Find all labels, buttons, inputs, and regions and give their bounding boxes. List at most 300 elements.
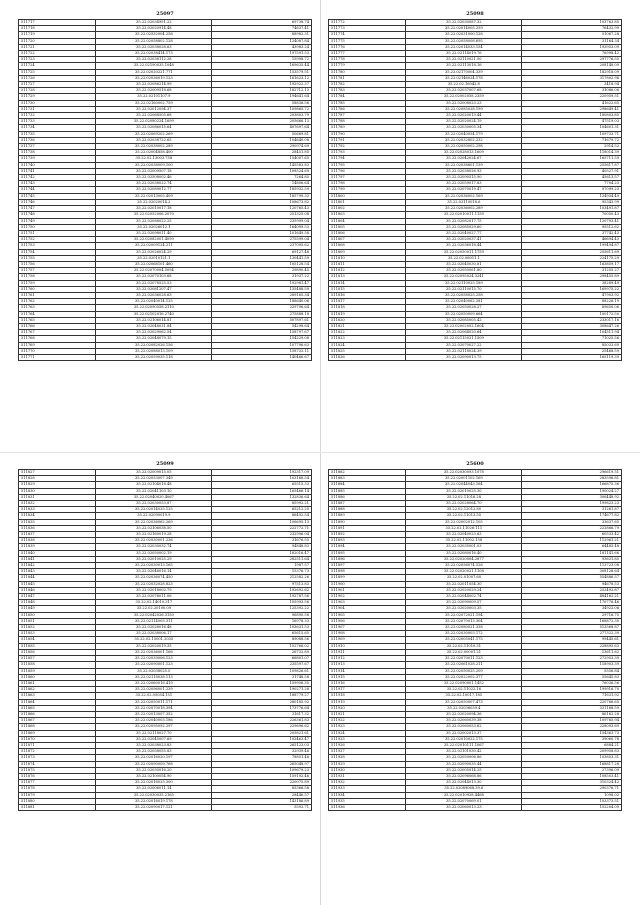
row-code: 35.22.02016025.300 [96,780,212,786]
row-id: 511720 [19,38,96,44]
row-code: 35.22.02101030.42 [406,749,522,755]
row-amount: 310324.42 [522,780,622,786]
row-amount: 51067.28 [522,32,622,38]
row-id: 511755 [19,255,96,261]
row-id: 511865 [19,705,96,711]
row-amount: 283596.81 [522,476,622,482]
row-code: 35.22.02028016.48 [96,625,212,631]
row-id: 511816 [329,292,406,298]
row-amount: 106695.13 [212,519,312,525]
row-code: 35.22.02.01007.60 [406,575,522,581]
row-id: 511910 [329,643,406,649]
row-code: 35.22.02050002.298 [406,144,522,150]
row-amount: 275888.18 [212,311,312,317]
row-code: 35.22.02018002.79 [96,587,212,593]
row-code: 35.22.02050002.19 [96,550,212,556]
row-amount: 86162.28 [522,711,622,717]
row-id: 511812 [329,268,406,274]
row-code: 35.22.02020014.2 [96,199,212,205]
row-id: 511788 [329,119,406,125]
row-amount: 96890.58 [212,612,312,618]
row-amount: 46694.43 [522,237,622,243]
row-code: 35.22.02.11013.55 [406,513,522,519]
row-id: 511744 [19,187,96,193]
row-id: 511929 [329,761,406,767]
row-amount: 34922.06 [522,606,622,612]
row-code: 35.22.02013007.352 [96,711,212,717]
row-id: 511740 [19,162,96,168]
row-amount: 152204.09 [522,804,622,810]
row-amount: 280185.92 [212,699,312,705]
row-amount: 203803.79 [212,113,312,119]
row-id: 511780 [329,69,406,75]
row-amount: 224175.29 [522,255,622,261]
row-id: 511911 [329,649,406,655]
row-code: 35.22.02114005.311 [96,618,212,624]
row-amount: 70050.43 [522,212,622,218]
row-amount: 132836.64 [212,494,312,500]
row-amount: 124087.84 [212,38,312,44]
quadrant-title: 25099 [156,461,174,467]
row-id: 511860 [19,674,96,680]
row-id: 511817 [329,299,406,305]
row-id: 511741 [19,168,96,174]
row-amount: 197591.53 [212,51,312,57]
row-amount: 154007.65 [212,156,312,162]
row-id: 511794 [329,156,406,162]
row-code: 35.22.02061028.211 [406,662,522,668]
row-id: 511849 [19,606,96,612]
row-id: 511890 [329,519,406,525]
row-id: 511888 [329,507,406,513]
row-code: 35.22.02070018.394 [96,705,212,711]
row-id: 511884 [329,482,406,488]
row-amount: 5592.71 [212,804,312,810]
row-amount: 154363.73 [522,730,622,736]
row-amount: 233017.16 [522,317,622,323]
row-amount: 507897.61 [212,317,312,323]
row-id: 511861 [19,680,96,686]
row-code: 35.22.02.20100.09 [96,606,212,612]
row-id: 511883 [329,476,406,482]
row-amount: 165466.14 [212,488,312,494]
section-divider [0,452,640,453]
row-amount: 182016.47 [212,550,312,556]
row-amount: 173776.64 [212,705,312,711]
row-code: 35.22.02114019.76 [406,51,522,57]
row-amount: 192922.37 [212,82,312,88]
row-amount: 26732.89 [212,649,312,655]
row-code: 35.22.02038112.28 [96,57,212,63]
row-code: 35.22.02030001.236 [96,538,212,544]
row-amount: 235999.04 [212,218,312,224]
row-id: 511871 [19,742,96,748]
row-amount: 38289.49 [522,280,622,286]
row-id: 511733 [19,119,96,125]
row-id: 511769 [19,342,96,348]
row-code: 35.22.02010025.30 [406,488,522,494]
row-amount: 109826.61 [212,668,312,674]
row-amount: 296619.51 [522,470,622,476]
row-code: 35.22.02008023.23 [406,100,522,106]
row-amount: 255617.87 [522,162,622,168]
row-amount: 99445.61 [522,637,622,643]
row-amount: 33637.65 [522,519,622,525]
row-code: 35.22.02089012.77 [96,187,212,193]
row-amount: 228895.63 [522,643,622,649]
row-code: 35.22.02050025.209 [406,668,522,674]
row-amount: 45613.57 [522,175,622,181]
row-amount: 163859.17 [522,261,622,267]
row-code: 35.22.02090515.90 [406,175,522,181]
row-code: 35.22.02010022.175 [406,736,522,742]
row-id: 511922 [329,718,406,724]
row-amount: 513568.87 [522,625,622,631]
row-amount: 85992.21 [212,501,312,507]
row-code: 35.22.02044043.164 [406,482,522,488]
row-amount: 130441.59 [212,255,312,261]
row-amount: 180803.85 [522,113,622,119]
row-amount: 2914.52 [522,144,622,150]
row-id: 511839 [19,544,96,550]
row-amount: 103491.87 [522,206,622,212]
row-id: 511718 [19,26,96,32]
row-amount: 124934.49 [522,193,622,199]
row-amount: 66801.07 [212,656,312,662]
row-amount: 95512.62 [522,224,622,230]
data-table [328,469,622,811]
row-id: 511814 [329,280,406,286]
row-id: 511898 [329,569,406,575]
row-id: 511732 [19,113,96,119]
row-code: 35.22.02040027.77 [406,230,522,236]
row-id: 511845 [19,581,96,587]
row-amount: 161623.12 [212,75,312,81]
row-amount: 165119.39 [522,354,622,360]
row-amount: 105128.54 [212,261,312,267]
row-id: 511847 [19,594,96,600]
row-code: 35.22.02030013.165 [96,563,212,569]
row-code: 35.22.02010017.18 [96,206,212,212]
row-amount: 86492.54 [212,513,312,519]
row-amount: 103631.53 [212,625,312,631]
row-id: 511727 [19,82,96,88]
row-id: 511850 [19,612,96,618]
row-id: 511899 [329,575,406,581]
row-amount: 143186.89 [212,798,312,804]
row-id: 511881 [19,804,96,810]
row-id: 511821 [329,323,406,329]
row-id: 511843 [19,569,96,575]
row-id: 511831 [19,494,96,500]
row-id: 511796 [329,168,406,174]
row-amount: 212582.26 [212,575,312,581]
row-id: 511783 [329,88,406,94]
row-amount: 255611.69 [522,249,622,255]
row-id: 511882 [329,470,406,476]
row-id: 511785 [329,100,406,106]
row-code: 35.22.02096001.239 [96,687,212,693]
row-amount: 74637.41 [212,26,312,32]
row-id: 511840 [19,550,96,556]
row-id: 511855 [19,643,96,649]
row-amount: 169635.44 [212,63,312,69]
row-amount: 188779.27 [212,693,312,699]
row-code: 35.22.02050009.664 [406,311,522,317]
row-code: 35.22.02.13003.758 [96,156,212,162]
row-code: 35.22.02030053.87 [96,501,212,507]
row-id: 511832 [19,501,96,507]
row-code: 35.22.02115021.1509 [406,336,522,342]
row-amount: 31937.22 [212,274,312,280]
row-code: 35.22.02082017.75 [406,218,522,224]
row-id: 511912 [329,656,406,662]
row-amount: 140466.67 [212,354,312,360]
row-id: 511759 [19,280,96,286]
row-code: 35.22.02036018.44 [406,243,522,249]
row-code: 35.22.02059017.83 [406,181,522,187]
row-code: 35.22.02050028.27 [406,305,522,311]
row-amount: 31164.34 [522,38,622,44]
row-code: 35.22.02070069.01 [406,798,522,804]
row-amount: 152766.02 [212,643,312,649]
row-id: 511777 [329,51,406,57]
row-amount: 103168.54 [212,476,312,482]
row-amount: 69738.74 [212,20,312,26]
row-amount: 85033.69 [522,342,622,348]
row-id: 511834 [19,513,96,519]
row-code: 35.22.02014025.125 [96,507,212,513]
row-amount: 94848.83 [212,544,312,550]
row-amount: 265048.97 [212,761,312,767]
row-code: 35.22.02020021.1108 [406,569,522,575]
row-id: 511774 [329,32,406,38]
row-id: 511857 [19,656,96,662]
row-id: 511927 [329,749,406,755]
row-amount: 27396.09 [522,767,622,773]
row-code: 35.22.02058055.83 [96,749,212,755]
row-code: 35.22.02002013.37 [406,730,522,736]
row-id: 511734 [19,125,96,131]
row-id: 511791 [329,137,406,143]
row-amount: 154229.08 [212,336,312,342]
row-amount: 185799.33 [212,193,312,199]
row-id: 511819 [329,311,406,317]
data-table [18,19,312,361]
row-amount: 29890.45 [212,268,312,274]
row-code: 35.22.02.11022.16 [406,687,522,693]
row-id: 511913 [329,662,406,668]
row-id: 511756 [19,261,96,267]
row-id: 511903 [329,600,406,606]
row-amount: 31617.32 [212,711,312,717]
row-code: 35.22.02110021.50 [406,57,522,63]
row-id: 511724 [19,63,96,69]
row-id: 511906 [329,618,406,624]
row-code: 35.22.02070103.68 [96,274,212,280]
row-amount: 103763.85 [522,20,622,26]
row-code: 35.22.02110025.189 [406,280,522,286]
row-code: 35.22.02038026.93 [406,168,522,174]
row-id: 511762 [19,299,96,305]
row-amount: 169975.22 [522,286,622,292]
row-id: 511894 [329,544,406,550]
row-id: 511754 [19,249,96,255]
row-code: 35.22.02081207.47 [96,286,212,292]
row-id: 511828 [19,476,96,482]
row-id: 511932 [329,780,406,786]
row-amount: 182918.09 [522,69,622,75]
row-code: 35.22.02009015.05 [96,470,212,476]
row-amount: 331168.59 [522,705,622,711]
row-amount: 164099.53 [212,224,312,230]
row-amount: 13611.62 [522,649,622,655]
row-amount: 65615.65 [212,631,312,637]
row-amount: 97513.83 [212,581,312,587]
row-id: 511790 [329,131,406,137]
row-code: 35.22.02020221.771 [96,69,212,75]
row-code: 35.22.02038025.0 [96,668,212,674]
row-id: 511936 [329,804,406,810]
row-amount: 188640.06 [212,299,312,305]
row-id: 511926 [329,742,406,748]
table-row [329,804,622,810]
row-id: 511923 [329,724,406,730]
row-id: 511852 [19,625,96,631]
row-amount: 105993.56 [212,600,312,606]
row-amount: 120793.41 [522,218,622,224]
row-amount: 69127.48 [212,249,312,255]
row-amount: 64485.48 [522,544,622,550]
row-code: 35.22.02080224.1699 [96,119,212,125]
row-amount: 298649.41 [522,106,622,112]
row-amount: 15376.73 [212,569,312,575]
row-code: 35.22.02036062.269 [96,519,212,525]
row-code: 35.22.02080016.40 [406,550,522,556]
row-id: 511904 [329,606,406,612]
row-code: 35.22.02070011.123 [406,656,522,662]
row-code: 35.22.02038009.100 [96,162,212,168]
row-id: 511800 [329,193,406,199]
table-row [19,354,312,360]
row-amount: 158732.11 [212,348,312,354]
row-code: 35.22.02070013.304 [406,618,522,624]
row-amount: 88982.31 [212,32,312,38]
row-id: 511765 [19,317,96,323]
row-id: 511778 [329,57,406,63]
row-id: 511738 [19,150,96,156]
row-code: 35.22.02030035.2165 [96,792,212,798]
row-code: 35.22.02040062.281 [406,299,522,305]
row-amount: 50669.81 [212,131,312,137]
quadrant-bottom-right [328,460,622,811]
row-amount: 16978.33 [212,618,312,624]
row-code: 35.22.02118038.113 [96,674,212,680]
row-id: 511764 [19,311,96,317]
row-amount: 168872.30 [522,618,622,624]
row-id: 511789 [329,125,406,131]
row-id: 511751 [19,230,96,236]
row-code: 35.22.02098011.40 [96,230,212,236]
row-code: 35.22.02040054.179 [406,131,522,137]
row-id: 511873 [19,755,96,761]
row-id: 511803 [329,212,406,218]
row-id: 511858 [19,662,96,668]
row-id: 511891 [329,525,406,531]
row-amount: 95343.99 [522,199,622,205]
row-code: 35.22.02090009.57 [406,600,522,606]
row-amount: 102463.47 [212,736,312,742]
row-code: 35.22.02030016.20 [96,767,212,773]
row-id: 511792 [329,144,406,150]
row-code: 35.22.02001102.169 [406,476,522,482]
row-id: 511868 [19,724,96,730]
row-amount: 159192.46 [212,773,312,779]
row-id: 511916 [329,680,406,686]
row-id: 511761 [19,292,96,298]
row-id: 511770 [19,348,96,354]
row-code: 35.22.02002012.105 [406,519,522,525]
row-amount: 28446.57 [212,792,312,798]
row-code: 35.22.02068101.460 [96,261,212,267]
row-code: 35.22.02085005.42 [406,317,522,323]
row-amount: 28451.85 [212,150,312,156]
row-code: 35.22.02009124.211 [96,243,212,249]
row-amount: 103853.31 [522,755,622,761]
row-amount: 47519.03 [522,119,622,125]
row-id: 511924 [329,730,406,736]
row-code: 35.22.02028064.70 [406,501,522,507]
row-id: 511928 [329,755,406,761]
row-amount: 60533.42 [522,532,622,538]
row-code: 35.22.02050011.1759 [406,249,522,255]
row-id: 511886 [329,494,406,500]
row-code: 35.22.02010011.1159 [406,212,522,218]
row-id: 511804 [329,218,406,224]
row-id: 511743 [19,181,96,187]
row-id: 511745 [19,193,96,199]
row-amount: 205666.13 [212,119,312,125]
row-id: 511833 [19,507,96,513]
row-code: 35.22.02082026.156 [96,342,212,348]
row-code: 35.22.02036039.4 [406,705,522,711]
row-amount: 145583.83 [212,162,312,168]
row-code: 35.22.02020013.44 [406,113,522,119]
row-id: 511811 [329,261,406,267]
row-id: 511914 [329,668,406,674]
row-id: 511870 [19,736,96,742]
row-code: 35.22.02053007.349 [96,476,212,482]
row-id: 511757 [19,268,96,274]
row-id: 511864 [19,699,96,705]
row-amount: 306448.92 [522,494,622,500]
row-code: 35.22.02070027.22 [406,342,522,348]
row-code: 35.22.02060016.419 [96,680,212,686]
row-amount: 153579.51 [212,69,312,75]
row-code: 35.22.02113018.16 [406,63,522,69]
row-amount: 76998.42 [522,51,622,57]
row-code: 35.22.02082001.4099 [96,237,212,243]
row-code: 35.22.02059035.118 [96,354,212,360]
row-code: 35.22.02013005.409 [96,193,212,199]
row-amount: 199916.70 [522,687,622,693]
row-code: 35.22.02005041.175 [406,637,522,643]
row-amount: 194641.64 [212,94,312,100]
row-code: 35.22.02046016.14 [96,569,212,575]
row-code: 35.22.02090019.9 [96,513,212,519]
row-code: 35.22.02146024.178 [406,75,522,81]
row-id: 511775 [329,38,406,44]
